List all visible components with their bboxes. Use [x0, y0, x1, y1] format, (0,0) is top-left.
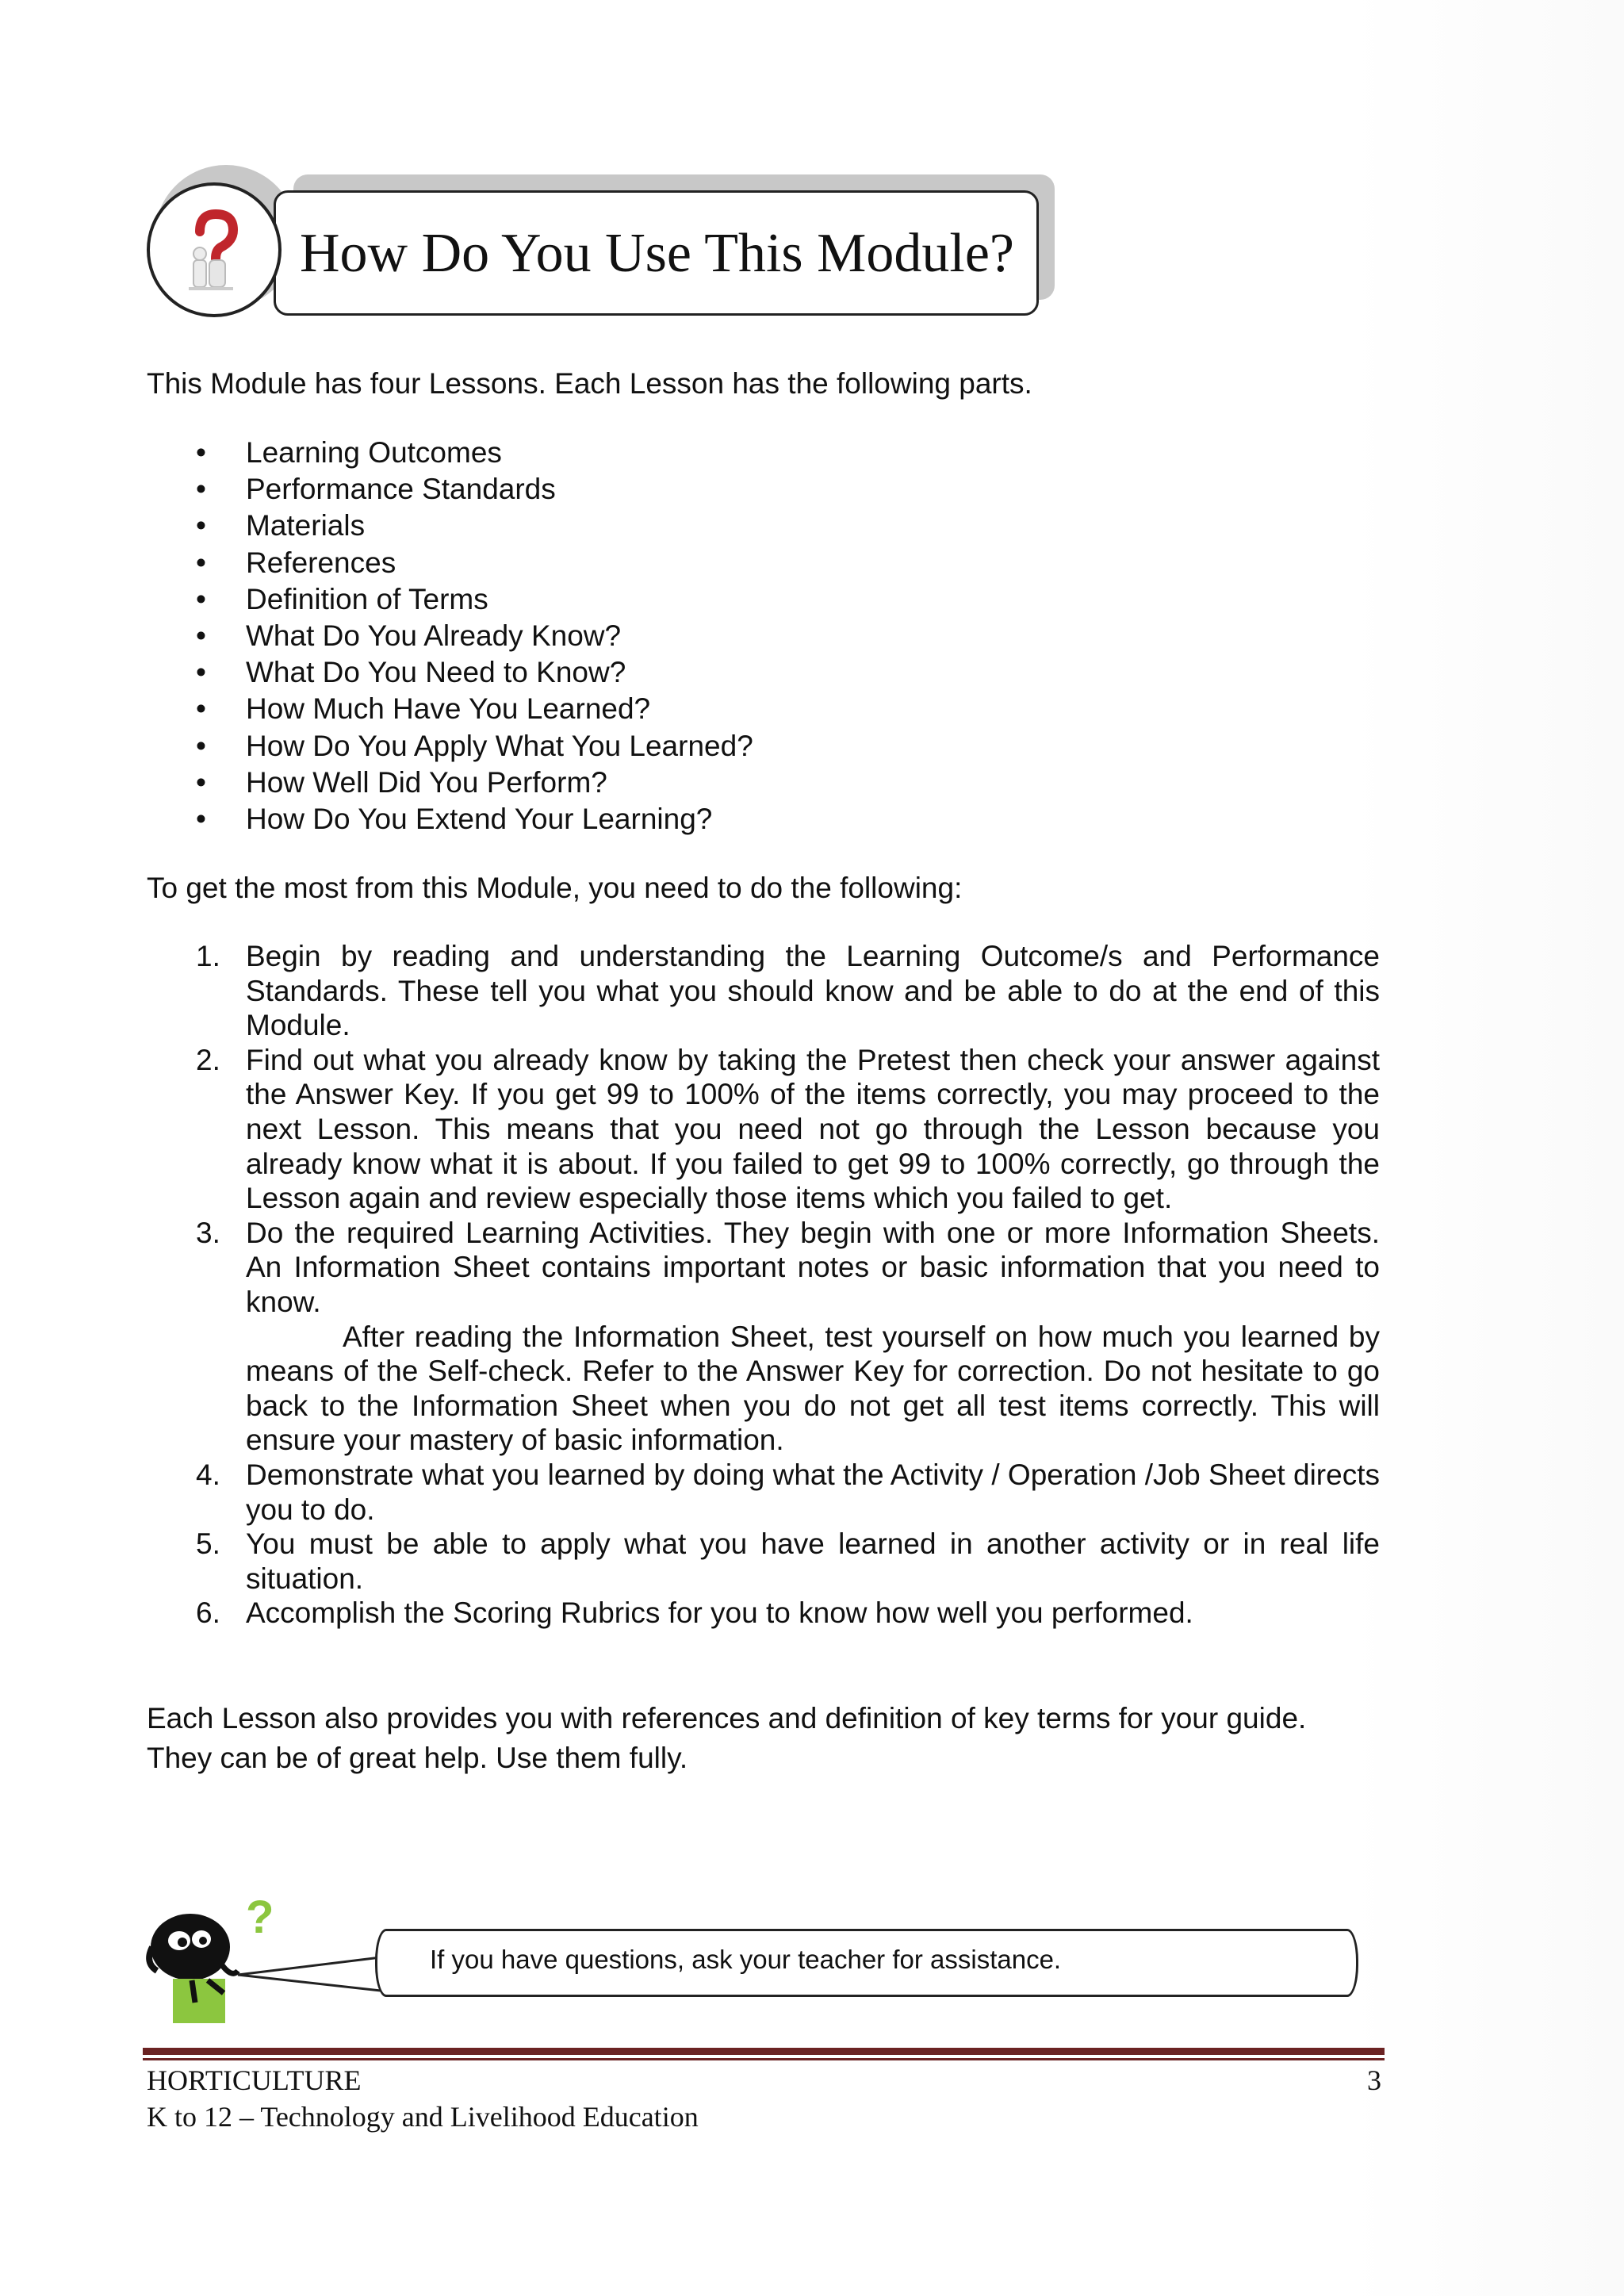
list-item: • How Do You Apply What You Learned?: [147, 728, 1019, 765]
footer-subject: HORTICULTURE: [147, 2064, 362, 2096]
list-item: • How Well Did You Perform?: [147, 765, 1019, 801]
step-text: You must be able to apply what you have learned in another activity or in real life situation.: [246, 1527, 1380, 1595]
step-item: [147, 1216, 1380, 1458]
footer-rule: [143, 2048, 1385, 2055]
step-item: [147, 1527, 1380, 1596]
step-item: [147, 1043, 1380, 1216]
page-number: 3: [1367, 2064, 1381, 2096]
step-text-continued: After reading the Information Sheet, test yourself on how much you learned by means of the Self-check. Refer to the Answer Key for correction. Do not hesitate to go back to the Information Sheet when you do not get all test items correctly. This will ensure your mastery of basic information.: [246, 1320, 1380, 1457]
step-number: 3.: [196, 1216, 220, 1249]
steps-intro-text: To get the most from this Module, you need to do the following:: [147, 872, 963, 904]
step-number: 4.: [196, 1458, 220, 1491]
closing-line: They can be of great help. Use them fully.: [147, 1742, 688, 1774]
list-item: • Materials: [147, 508, 1019, 544]
step-number: 2.: [196, 1043, 220, 1076]
closing-paragraph: [147, 1699, 1415, 1778]
question-mark-icon: [176, 208, 252, 295]
intro-text: This Module has four Lessons. Each Lesson has the following parts.: [147, 367, 1032, 400]
page-edge-shade: [1348, 0, 1624, 2296]
page-title: How Do You Use This Module?: [300, 223, 1014, 284]
callout-text: If you have questions, ask your teacher for assistance.: [430, 1945, 1062, 1974]
step-number: 1.: [196, 940, 220, 972]
step-text: Accomplish the Scoring Rubrics for you to know how well you performed.: [246, 1596, 1193, 1630]
step-item: [147, 1458, 1380, 1527]
steps-list: [147, 939, 1380, 1631]
list-item: • Performance Standards: [147, 471, 1019, 508]
step-item: [147, 939, 1380, 1043]
footer-course: K to 12 – Technology and Livelihood Education: [147, 2101, 699, 2133]
step-item: [147, 1596, 1380, 1631]
list-item: • Definition of Terms: [147, 581, 1019, 618]
lesson-parts-list: [147, 435, 1019, 838]
step-text: Demonstrate what you learned by doing what the Activity / Operation /Job Sheet directs you to do.: [246, 1458, 1380, 1526]
svg-text:?: ?: [246, 1892, 274, 1943]
list-item: • Learning Outcomes: [147, 435, 1019, 471]
list-item: • How Much Have You Learned?: [147, 691, 1019, 727]
footer: [147, 2062, 699, 2135]
step-text: Find out what you already know by taking the Pretest then check your answer against the Answer Key. If you get 99 to 100% of the items correctly, you may proceed to the next Lesson. This means that you need not go through the Lesson because you already know what it is about. If you failed to get 99 to 100% correctly, go through the Lesson again and review especially those items which you failed to get.: [246, 1043, 1380, 1215]
list-item: • References: [147, 545, 1019, 581]
list-item: • What Do You Need to Know?: [147, 654, 1019, 691]
step-text: Begin by reading and understanding the Learning Outcome/s and Performance Standards. These tell you what you should know and be able to do at the end of this Module.: [246, 940, 1380, 1042]
list-item: • How Do You Extend Your Learning?: [147, 801, 1019, 838]
step-text: Do the required Learning Activities. They begin with one or more Information Sheets. An Information Sheet contains important notes or basic information that you need to know.: [246, 1216, 1380, 1318]
list-item: • What Do You Already Know?: [147, 618, 1019, 654]
step-number: 6.: [196, 1596, 220, 1630]
footer-rule-thin: [143, 2058, 1385, 2060]
step-number: 5.: [196, 1527, 220, 1561]
bubble-tail: [230, 1951, 389, 2007]
closing-line: Each Lesson also provides you with references and definition of key terms for your guide.: [147, 1702, 1307, 1734]
